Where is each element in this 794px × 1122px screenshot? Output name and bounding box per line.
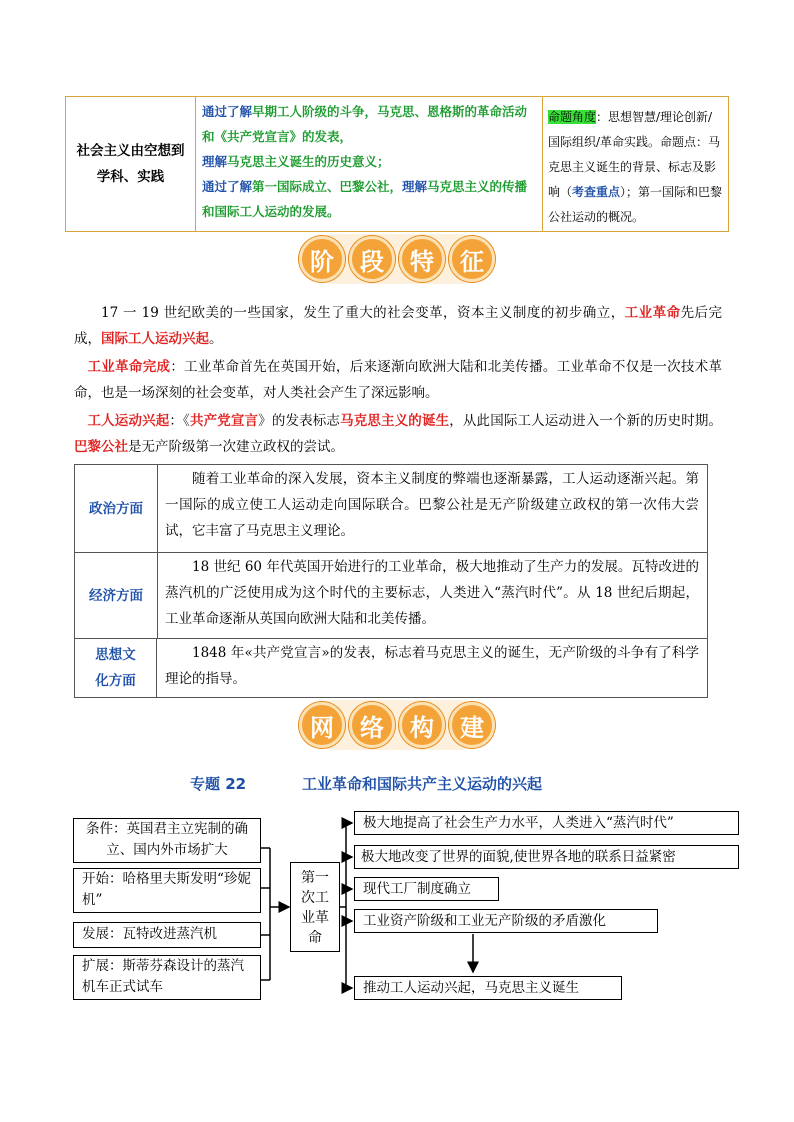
req-prefix-2: 理解 <box>202 154 228 169</box>
highlight: 共产党宣言 <box>189 413 259 429</box>
req-text-3: 第一国际成立、巴黎公社， <box>252 179 403 194</box>
aspect-label: 经济方面 <box>75 553 158 638</box>
highlight: 工业革命 <box>624 305 681 321</box>
text: 先后完成， <box>74 305 723 347</box>
banner-char: 构 <box>399 702 445 748</box>
text: 。 <box>209 331 223 347</box>
req-prefix-4: 理解 <box>402 179 428 194</box>
banner-char: 阶 <box>299 236 345 282</box>
impact-box: 极大地提高了社会生产力水平，人类进入“蒸汽时代” <box>354 811 739 835</box>
angle-text-1: ：思想智慧/理论创新/国际组织/革命实践。命题点：马克思主义诞生的背景、标志及影响（ <box>548 110 721 199</box>
aspect-text: 随着工业革命的深入发展，资本主义制度的弊端也逐渐暴露，工人运动逐渐兴起。第一国际的成立使工人运动走向国际联合。巴黎公社是无产阶级建立政权的第一次伟大尝试，它丰富了马克思主义理论。 <box>165 471 699 539</box>
text: 是无产阶级第一次建立政权的尝试。 <box>128 439 344 455</box>
aspect-text: 18 世纪 60 年代英国开始进行的工业革命，极大地推动了生产力的发展。瓦特改进的蒸汽机的广泛使用成为这个时代的主要标志，人类进入“蒸汽时代”。从 18 世纪后期起，工业革命逐渐从英国向欧洲大陆和北美传播。 <box>165 559 699 627</box>
text: ：工业革命首先在英国开始，后来逐渐向欧洲大陆和北美传播。工业革命不仅是一次技术革命，也是一场深刻的社会变革，对人类社会产生了深远影响。 <box>74 359 723 401</box>
topic-title: 工业革命和国际共产主义运动的兴起 <box>302 775 543 793</box>
highlight: 工业革命完成 <box>87 359 171 375</box>
develop-box: 发展：瓦特改进蒸汽机 <box>73 922 261 948</box>
highlight: 国际工人运动兴起 <box>101 331 209 347</box>
angle-key: 考查重点 <box>572 185 621 199</box>
aspect-label: 政治方面 <box>75 465 158 552</box>
banner-char: 网 <box>299 702 345 748</box>
impact-box: 现代工厂制度确立 <box>354 877 499 901</box>
aspect-label: 思想文化方面 <box>75 639 157 697</box>
topic-cell: 社会主义由空想到学科、实践 <box>66 97 196 231</box>
highlight: 工人运动兴起 <box>87 413 170 429</box>
center-box: 第一次工业革命 <box>290 862 340 952</box>
banner-char: 征 <box>449 236 495 282</box>
req-text-2: 马克思主义诞生的历史意义； <box>227 154 390 169</box>
req-text-1: 早期工人阶级的斗争，马克思、恩格斯的革命活动和《共产党宣言》的发表， <box>202 104 528 144</box>
aspect-text: 1848 年«共产党宣言»的发表，标志着马克思主义的诞生，无产阶级的斗争有了科学理论的指导。 <box>165 645 699 687</box>
text: 17 一 19 世纪欧美的一些国家，发生了重大的社会变革，资本主义制度的初步确立， <box>101 305 625 321</box>
req-text-4: 马克思主义的传播和国际工人运动的发展。 <box>202 179 528 219</box>
angle-text-2: ）；第一国际和巴黎公社运动的概况。 <box>548 185 723 224</box>
req-prefix-3: 通过了解 <box>202 179 253 194</box>
topic-number: 专题 22 <box>190 775 247 793</box>
banner-char: 建 <box>449 702 495 748</box>
highlight: 巴黎公社 <box>74 439 128 455</box>
start-box: 开始：哈格里夫斯发明“珍妮机” <box>73 868 261 913</box>
impact-box: 推动工人运动兴起，马克思主义诞生 <box>354 976 622 1000</box>
impact-box: 工业资产阶级和工业无产阶级的矛盾激化 <box>354 909 658 933</box>
expand-box: 扩展：斯蒂芬森设计的蒸汽机车正式试车 <box>73 955 261 1000</box>
text: ，从此国际工人运动进入一个新的历史时期。 <box>449 413 723 429</box>
cause-box: 条件：英国君主立宪制的确立、国内外市场扩大 <box>73 818 261 863</box>
banner-char: 络 <box>349 702 395 748</box>
impact-box: 极大地改变了世界的面貌,使世界各地的联系日益紧密 <box>354 845 739 869</box>
angle-label: 命题角度 <box>548 110 597 124</box>
highlight: 马克思主义的诞生 <box>340 413 450 429</box>
banner-char: 段 <box>349 236 395 282</box>
text: 》的发表标志 <box>258 413 341 429</box>
banner-char: 特 <box>399 236 445 282</box>
text: ：《 <box>169 413 190 429</box>
req-prefix-1: 通过了解 <box>202 104 253 119</box>
